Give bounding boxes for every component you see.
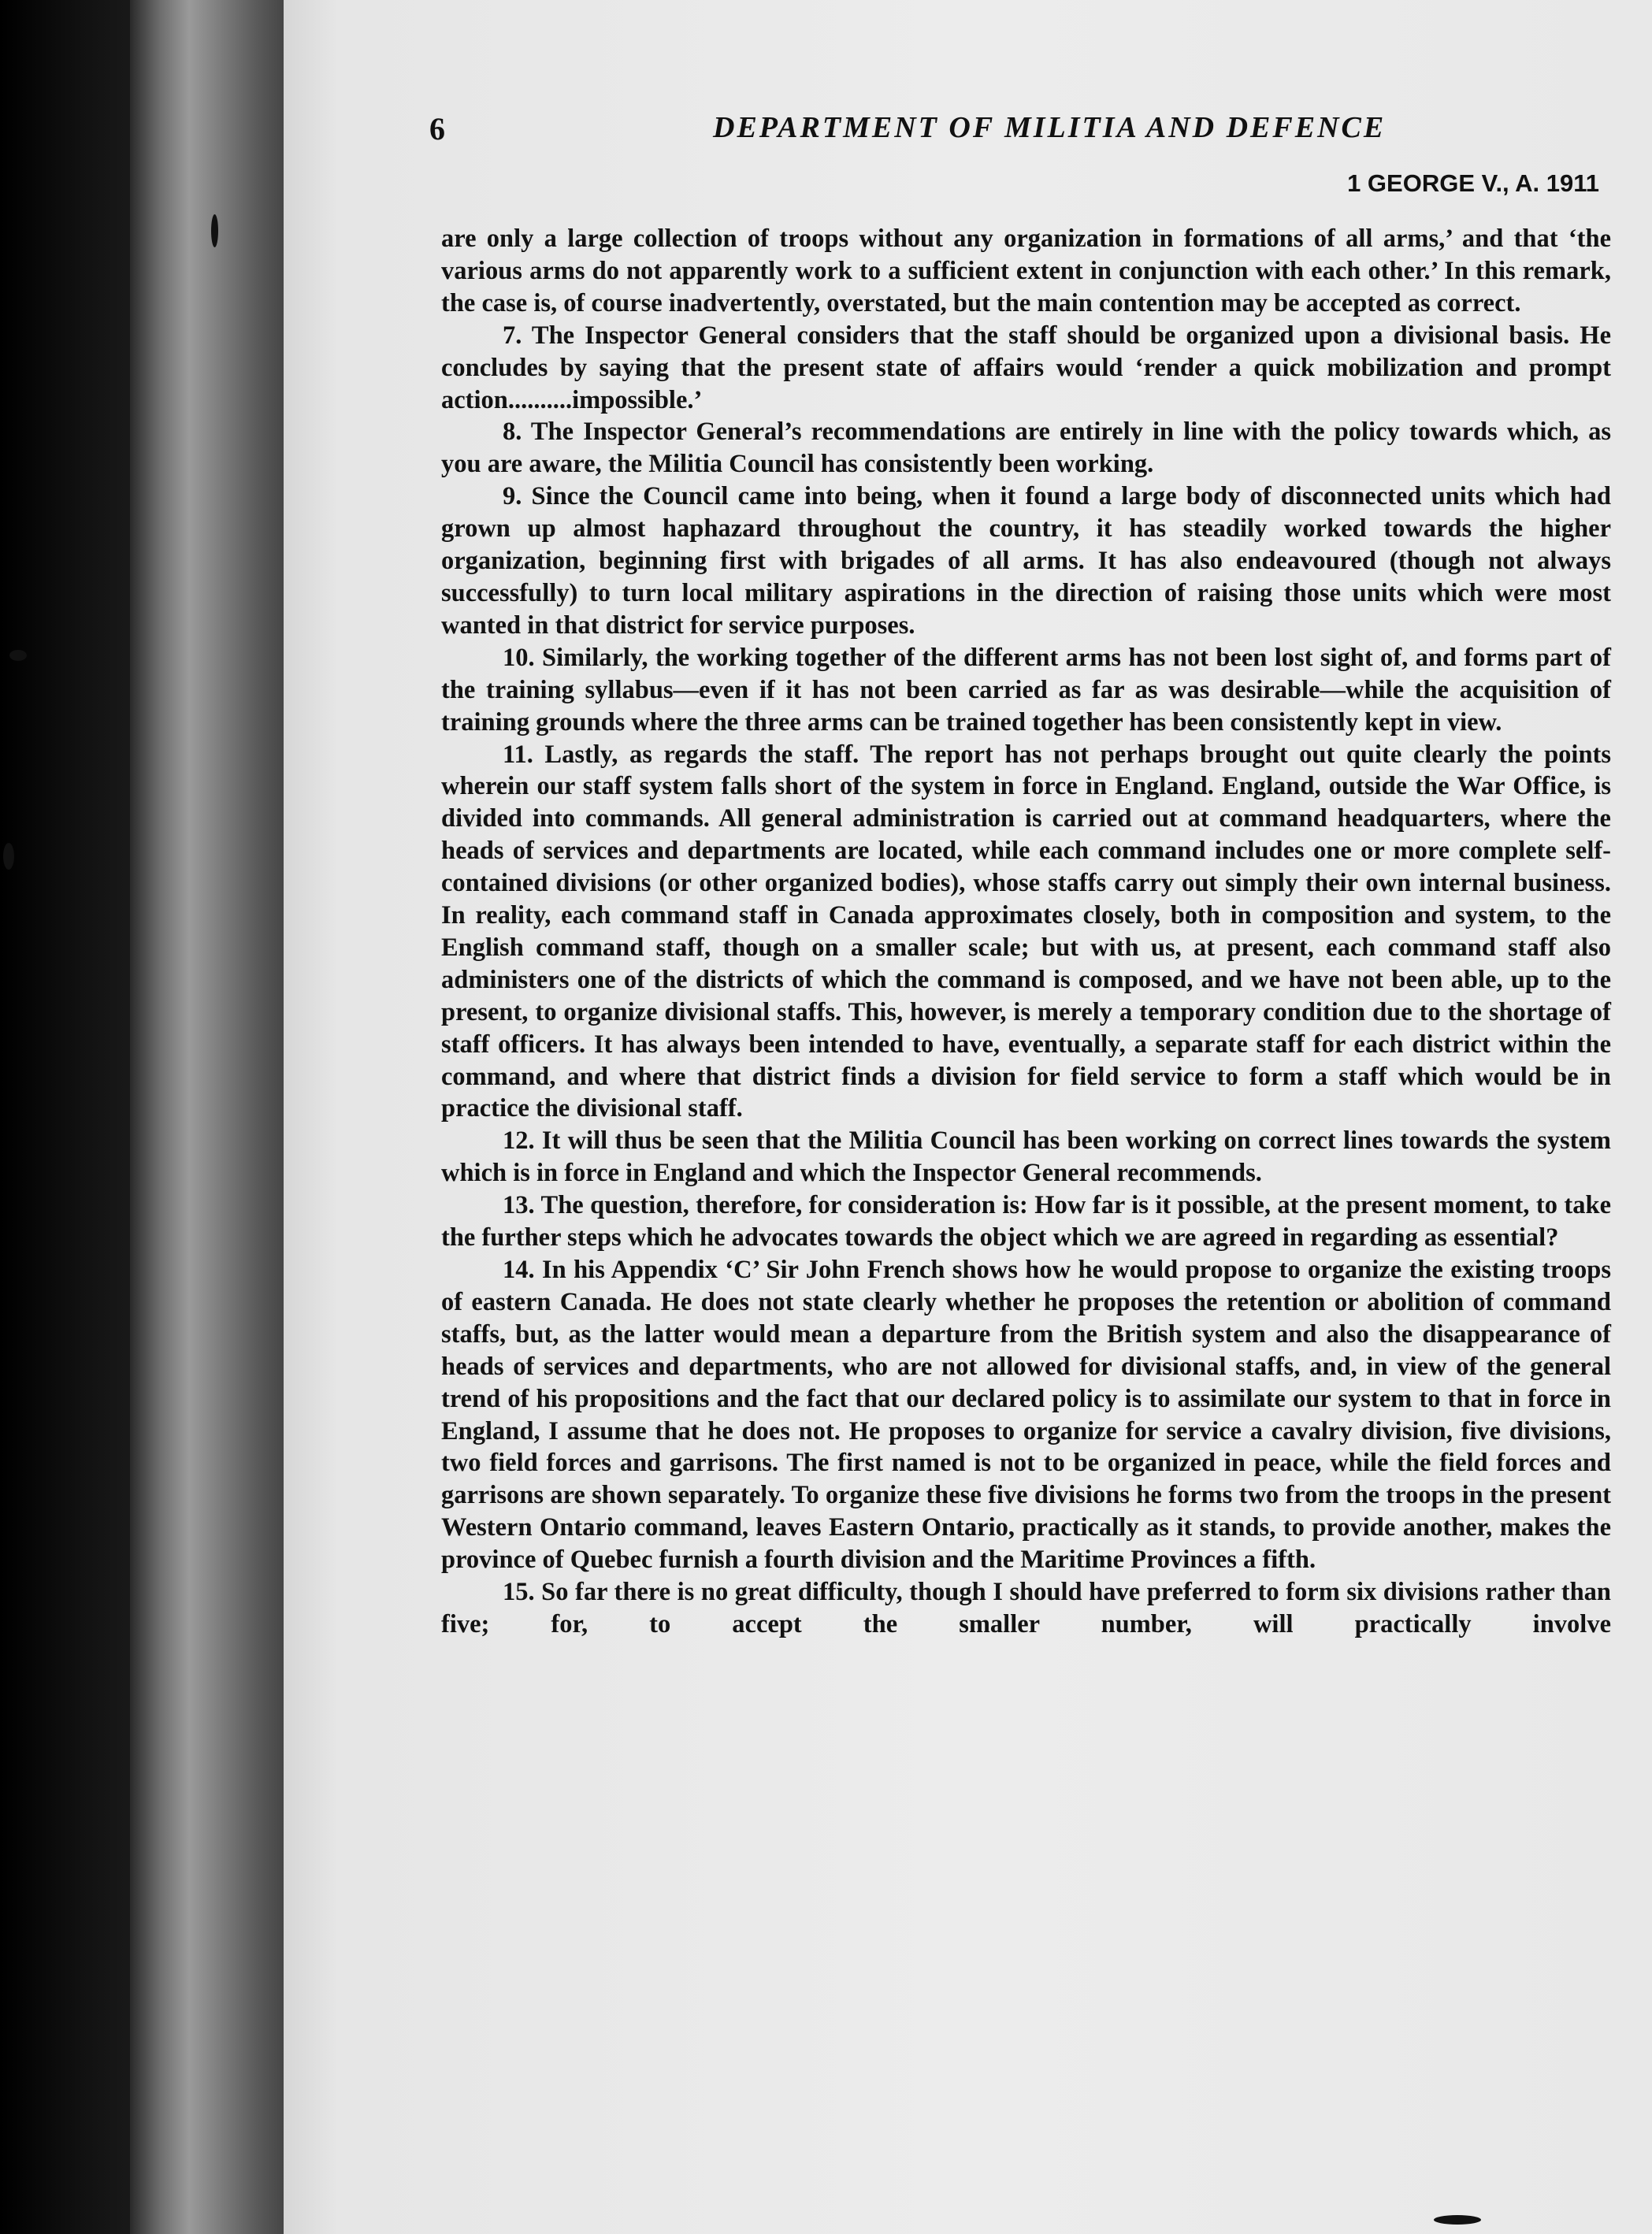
ink-mark [1434, 2215, 1481, 2225]
ink-mark [211, 214, 218, 247]
ink-mark [3, 843, 14, 870]
ink-mark [9, 650, 27, 661]
paragraph-12: 12. It will thus be seen that the Militia Council has been working on correct lines towards the system which is in force in England and which the Inspector General recommends. [441, 1126, 1611, 1188]
page-edge-shadow [130, 0, 299, 2234]
paragraph-10: 10. Similarly, the working together of the different arms has not been lost sight of, and forms part of the training syllabus—even if it has not been carried as far as was desirable—while the acquisition of training grounds where the three arms can be trained together has been consistently kept in view. [441, 643, 1611, 737]
paragraph-9: 9. Since the Council came into being, when it found a large body of disconnected units which had grown up almost haphazard throughout the country, it has steadily worked towards the higher organization, beginning first with brigades of all arms. It has also endeavoured (though not always successfully) to turn local military aspirations in the direction of raising those units which were most wanted in that district for service purposes. [441, 482, 1611, 640]
paragraph-continued: are only a large collection of troops without any organization in formations of all arms,’ and that ‘the various arms do not apparently work to a sufficient extent in conjunction with each other.’ In this remark, the case is, of course inadvertently, overstated, but the main contention may be accepted as correct. [441, 225, 1611, 317]
session-line: 1 GEORGE V., A. 1911 [1347, 169, 1599, 197]
paragraph-13: 13. The question, therefore, for consideration is: How far is it possible, at the present moment, to take the further steps which he advocates towards the object which we are agreed in regarding as essential? [441, 1191, 1611, 1252]
paragraph-15: 15. So far there is no great difficulty, though I should have preferred to form six divisions rather than five; for, to accept the smaller number, will practically involve [441, 1578, 1611, 1638]
running-head: DEPARTMENT OF MILITIA AND DEFENCE [713, 111, 1387, 144]
paragraph-14: 14. In his Appendix ‘C’ Sir John French shows how he would propose to organize the existing troops of eastern Canada. He does not state clearly whether he proposes the retention or abolition of command staffs, but, as the latter would mean a departure from the British system and also the disappearance of heads of services and departments, who are not allowed for divisional staffs, and, in view of the general trend of his propositions and the fact that our declared policy is to assimilate our system to that in force in England, I assume that he does not. He proposes to organize for service a cavalry division, five divisions, two field forces and garrisons. The first named is not to be organized in peace, while the field forces and garrisons are shown separately. To organize these five divisions he forms two from the troops in the present Western Ontario command, leaves Eastern Ontario, practically as it stands, to provide another, makes the province of Quebec furnish a fourth division and the Maritime Provinces a fifth. [441, 1256, 1611, 1575]
page-header [429, 110, 1643, 150]
book-binding [0, 0, 138, 2234]
page-number: 6 [429, 111, 445, 147]
paragraph-7: 7. The Inspector General considers that the staff should be organized upon a divisional basis. He concludes by saying that the present state of affairs would ‘render a quick mobilization and prompt action..........impossible.’ [441, 321, 1611, 414]
document-body [441, 223, 1611, 1641]
paragraph-11: 11. Lastly, as regards the staff. The report has not perhaps brought out quite clearly the points wherein our staff system falls short of the system in force in England. England, outside the War Office, is divided into commands. All general administration is carried out at command headquarters, where the heads of services and departments are located, while each command includes one or more complete self-contained divisions (or other organized bodies), whose staffs carry out simply their own internal business. In reality, each command staff in Canada approximates closely, both in composition and system, to the English command staff, though on a smaller scale; but with us, at present, each command staff also administers one of the districts of which the command is composed, and we have not been able, up to the present, to organize divisional staffs. This, however, is merely a temporary condition due to the shortage of staff officers. It has always been intended to have, eventually, a separate staff for each district within the command, and where that district finds a division for field service to form a staff which would be in practice the divisional staff. [441, 740, 1611, 1123]
paragraph-8: 8. The Inspector General’s recommendations are entirely in line with the policy towards which, as you are aware, the Militia Council has consistently been working. [441, 417, 1611, 479]
